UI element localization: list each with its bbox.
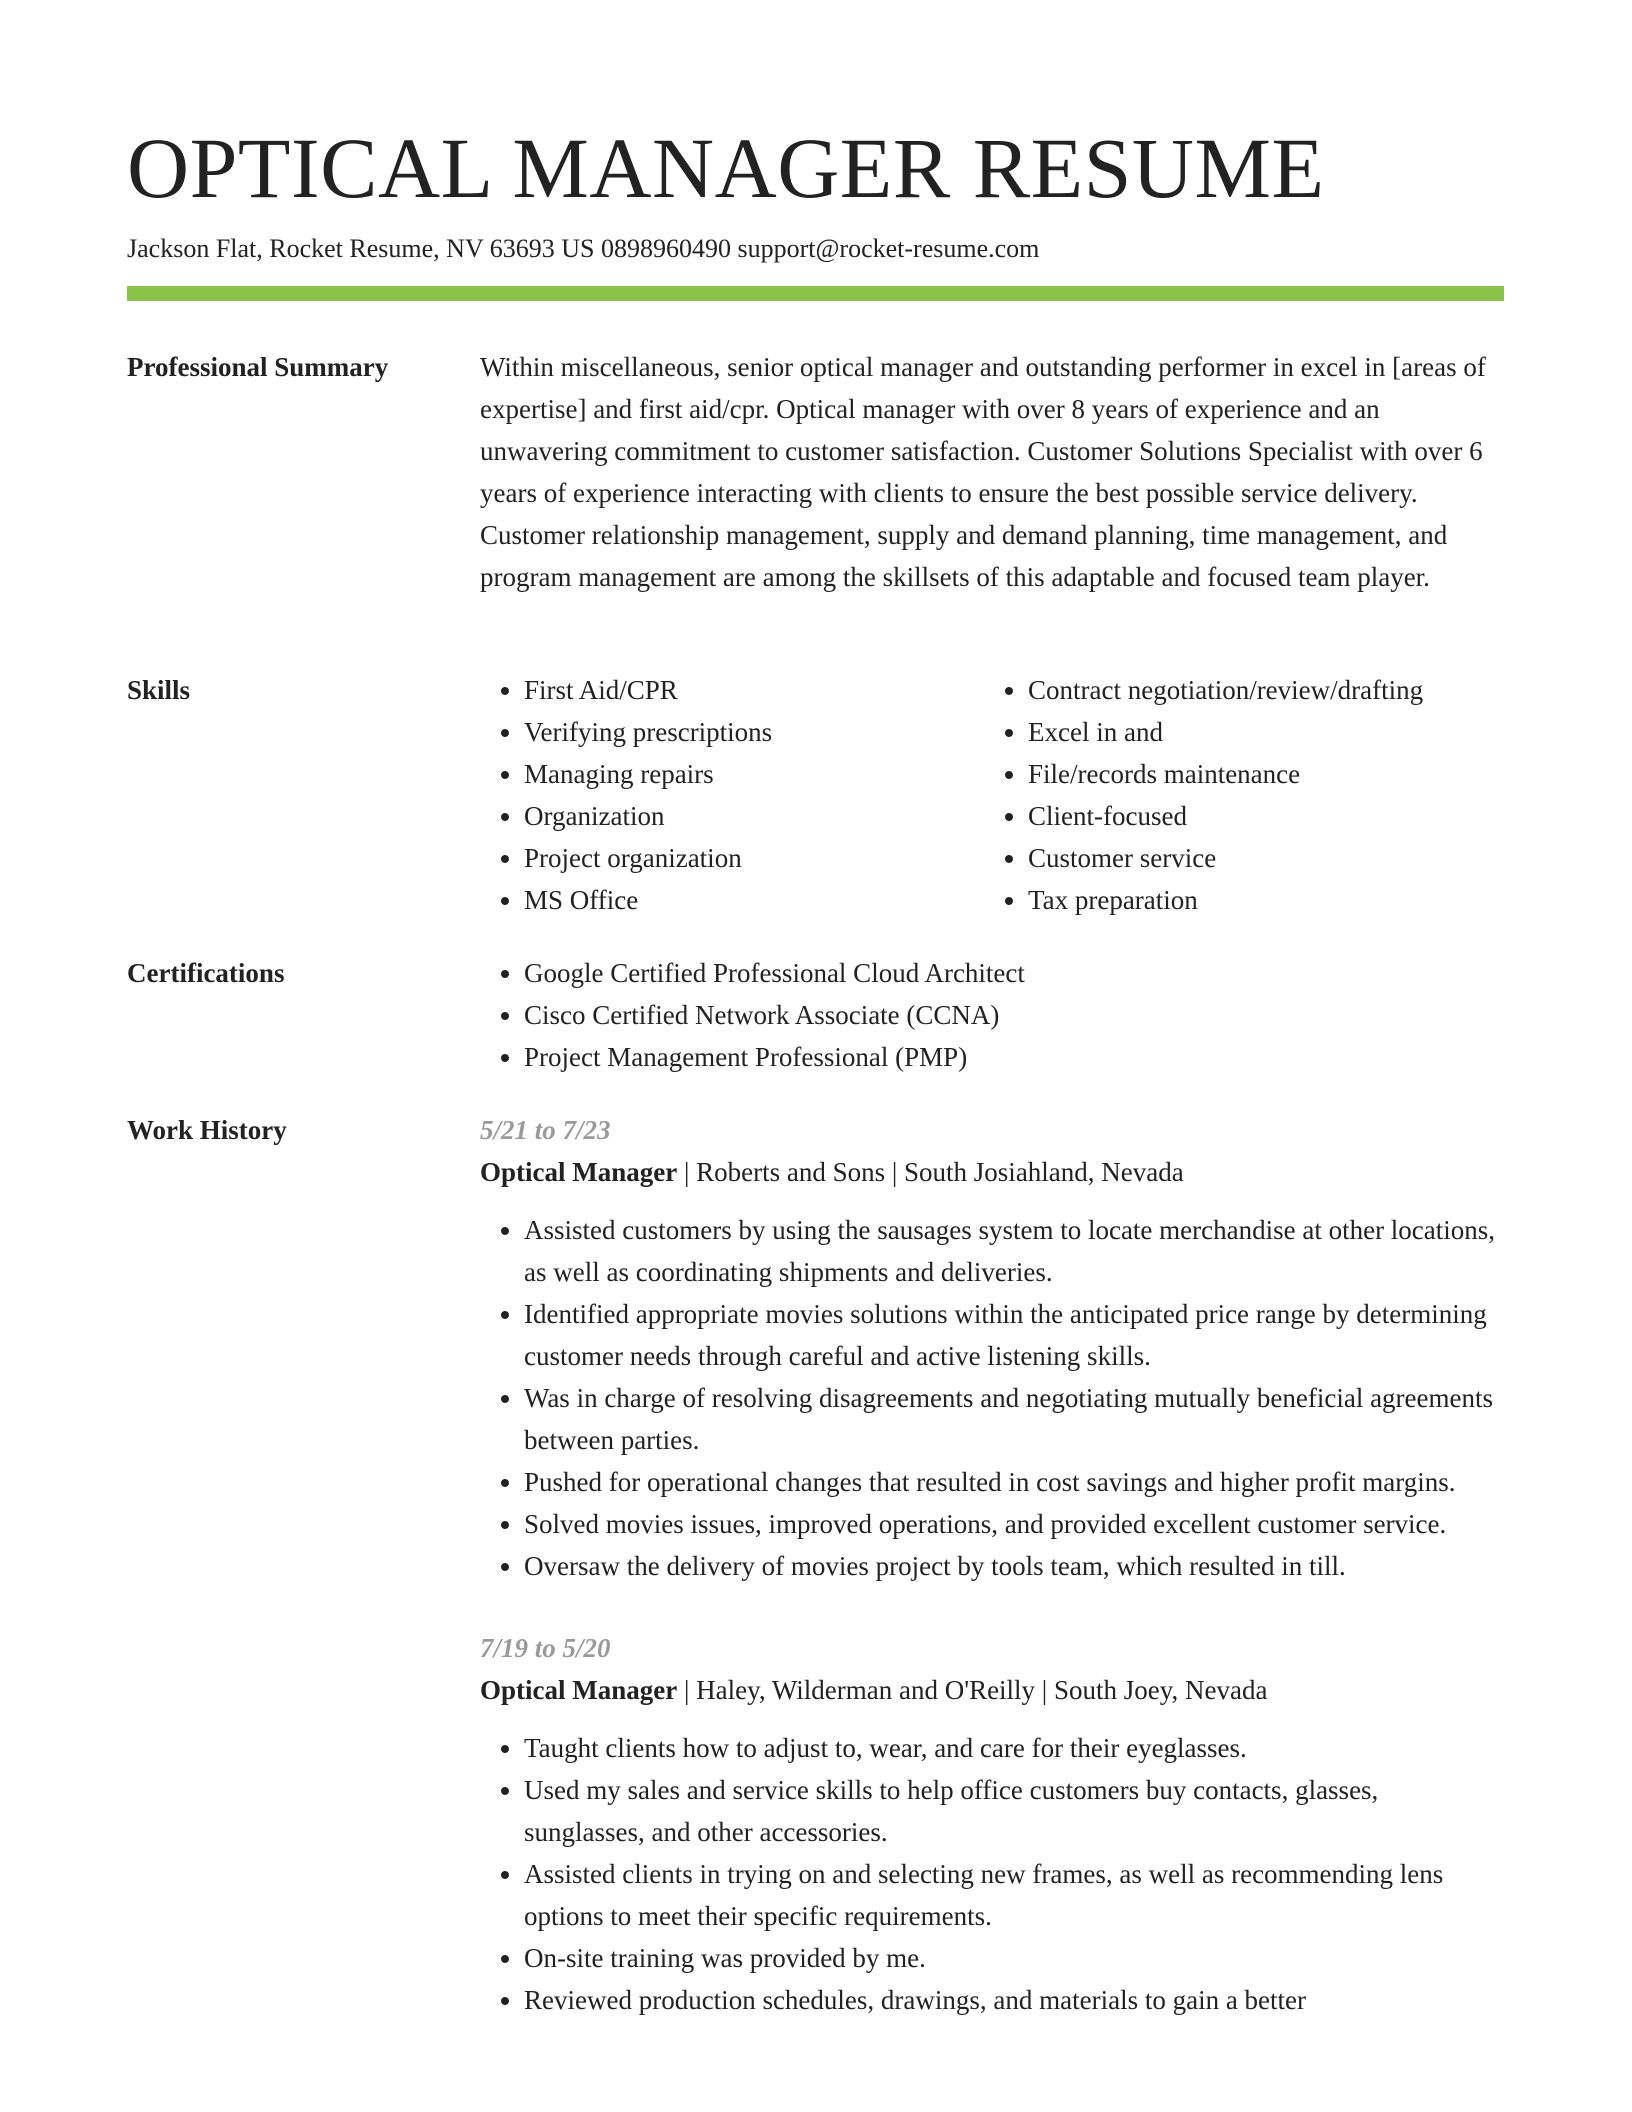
job-duty-item: • Used my sales and service skills to help office customers buy contacts, glasses, sunglasses, and other accessories.: [524, 1769, 1504, 1853]
skill-item: • Contract negotiation/review/drafting: [1028, 669, 1488, 711]
contact-info: Jackson Flat, Rocket Resume, NV 63693 US 0898960490 support@rocket-resume.com: [127, 234, 1040, 263]
certification-item: • Google Certified Professional Cloud Architect: [524, 952, 1504, 994]
skill-item: • Verifying prescriptions: [524, 711, 984, 753]
skills-heading: Skills: [127, 675, 191, 705]
skills-list-left: [480, 669, 984, 921]
job-duty-item: • Pushed for operational changes that resulted in cost savings and higher profit margins.: [524, 1461, 1504, 1503]
job-duty-item: • Was in charge of resolving disagreements and negotiating mutually beneficial agreements between parties.: [524, 1377, 1504, 1461]
certification-item: • Project Management Professional (PMP): [524, 1036, 1504, 1078]
job-title: Optical Manager: [480, 1675, 678, 1705]
job-duties-list: [480, 1209, 1504, 1587]
summary-text: Within miscellaneous, senior optical manager and outstanding performer in excel in [areas of expertise] and first aid/cpr. Optical manager with over 8 years of experience and an unwavering commitment to customer satisfaction. Customer Solutions Specialist with over 6 years of experience interacting with clients to ensure the best possible service delivery. Customer relationship management, supply and demand planning, time management, and program management are among the skillsets of this adaptable and focused team player.: [480, 352, 1486, 592]
job-entry: [480, 1627, 1504, 2021]
skill-item: • Customer service: [1028, 837, 1488, 879]
job-duty-item: • Assisted customers by using the sausages system to locate merchandise at other locations, as well as coordinating shipments and deliveries.: [524, 1209, 1504, 1293]
job-duty-item: • Assisted clients in trying on and selecting new frames, as well as recommending lens options to meet their specific requirements.: [524, 1853, 1504, 1937]
certification-item: • Cisco Certified Network Associate (CCNA): [524, 994, 1504, 1036]
resume-title: OPTICAL MANAGER RESUME: [127, 120, 1325, 216]
job-heading: [480, 1669, 1504, 1711]
skill-item: • File/records maintenance: [1028, 753, 1488, 795]
job-title: Optical Manager: [480, 1157, 678, 1187]
skill-item: • Project organization: [524, 837, 984, 879]
skill-item: • Excel in and: [1028, 711, 1488, 753]
summary-heading: Professional Summary: [127, 352, 389, 382]
job-duty-item: • On-site training was provided by me.: [524, 1937, 1504, 1979]
skill-item: • Organization: [524, 795, 984, 837]
work-history-heading: Work History: [127, 1115, 287, 1145]
job-dates: 7/19 to 5/20: [480, 1633, 611, 1663]
job-duty-item: • Reviewed production schedules, drawings, and materials to gain a better: [524, 1979, 1504, 2021]
job-duties-list: [480, 1727, 1504, 2021]
skill-item: • Tax preparation: [1028, 879, 1488, 921]
skills-list-right: [984, 669, 1488, 921]
skill-item: • First Aid/CPR: [524, 669, 984, 711]
job-duty-item: • Taught clients how to adjust to, wear, and care for their eyeglasses.: [524, 1727, 1504, 1769]
job-heading: [480, 1151, 1504, 1193]
skill-item: • MS Office: [524, 879, 984, 921]
skill-item: • Client-focused: [1028, 795, 1488, 837]
certifications-heading: Certifications: [127, 958, 285, 988]
job-dates: 5/21 to 7/23: [480, 1115, 611, 1145]
job-employer-location: | Haley, Wilderman and O'Reilly | South Joey, Nevada: [677, 1675, 1268, 1705]
job-employer-location: | Roberts and Sons | South Josiahland, Nevada: [677, 1157, 1184, 1187]
job-duty-item: • Solved movies issues, improved operations, and provided excellent customer service.: [524, 1503, 1504, 1545]
job-duty-item: • Identified appropriate movies solutions within the anticipated price range by determining customer needs through careful and active listening skills.: [524, 1293, 1504, 1377]
certifications-list: [480, 952, 1504, 1078]
job-entry: [480, 1109, 1504, 1587]
skill-item: • Managing repairs: [524, 753, 984, 795]
job-duty-item: • Oversaw the delivery of movies project by tools team, which resulted in till.: [524, 1545, 1504, 1587]
header-divider: [127, 286, 1504, 301]
